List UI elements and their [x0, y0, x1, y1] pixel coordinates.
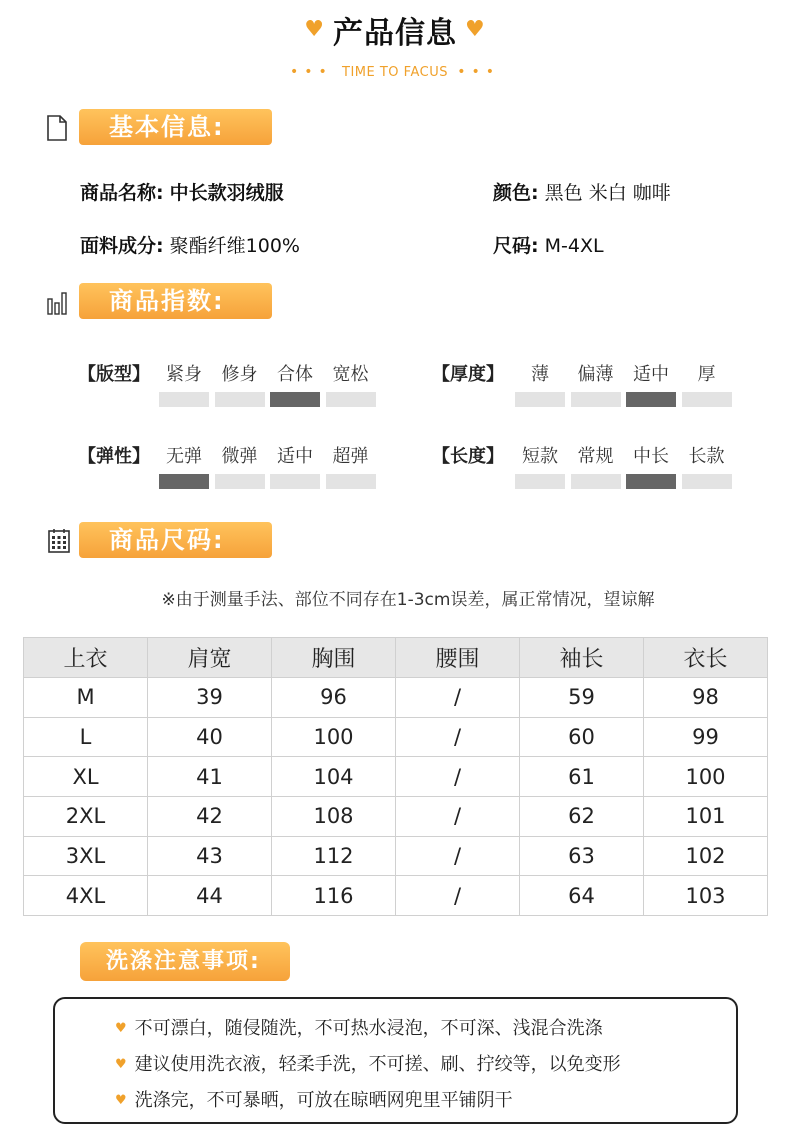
table-row	[24, 678, 768, 718]
table-cell: 62	[520, 797, 644, 837]
index-group-label: 【长度】	[432, 446, 504, 467]
table-cell: 104	[272, 757, 396, 797]
care-item-text: 洗涤完，不可暴晒，可放在晾晒网兜里平铺阴干	[134, 1090, 513, 1111]
table-row	[24, 797, 768, 837]
measurement-note: ※由于测量手法、部位不同存在1-3cm误差，属正常情况，望谅解	[161, 590, 655, 610]
index-option-label: 修身	[221, 364, 258, 385]
care-item	[115, 1014, 603, 1040]
heart-icon: ♥	[115, 1021, 127, 1036]
index-option-label: 无弹	[166, 446, 202, 467]
size-range-value: M-4XL	[544, 235, 604, 257]
color-row	[493, 178, 671, 205]
page-subtitle-row	[0, 64, 790, 80]
size-range-key: 尺码:	[493, 235, 539, 257]
index-bar	[326, 392, 376, 407]
index-bar-selected	[626, 474, 676, 489]
table-cell: 96	[272, 678, 396, 718]
index-option-label: 中长	[633, 446, 669, 467]
care-item-text: 建议使用洗衣液，轻柔手洗，不可搓、刷、拧绞等，以免变形	[134, 1054, 621, 1075]
index-group-label: 【版型】	[78, 364, 150, 385]
page-header	[0, 8, 790, 52]
index-bar	[571, 474, 621, 489]
page-title: 产品信息	[333, 16, 457, 51]
care-item-text: 不可漂白，随侵随洗，不可热水浸泡，不可深、浅混合洗涤	[134, 1018, 603, 1039]
index-group-label: 【厚度】	[432, 364, 504, 385]
page-subtitle: TIME TO FACUS	[342, 65, 448, 80]
table-cell: /	[396, 678, 520, 718]
product-name-key: 商品名称:	[80, 182, 164, 204]
index-bar	[215, 474, 265, 489]
section-care-title: 洗涤注意事项:	[80, 942, 290, 981]
table-cell: /	[396, 797, 520, 837]
table-cell: 103	[644, 876, 768, 916]
section-index-title: 商品指数:	[79, 283, 272, 319]
page-title-row	[304, 8, 485, 52]
size-range-row	[493, 231, 604, 258]
fabric-key: 面料成分:	[80, 235, 164, 257]
care-item	[115, 1050, 621, 1076]
table-cell: /	[396, 757, 520, 797]
index-bar	[159, 392, 209, 407]
color-key: 颜色:	[493, 182, 539, 204]
index-option-label: 常规	[577, 446, 614, 467]
table-cell: /	[396, 876, 520, 916]
table-cell: 100	[644, 757, 768, 797]
table-cell: 102	[644, 836, 768, 876]
table-cell: 42	[148, 797, 272, 837]
index-bar	[682, 392, 732, 407]
care-item	[115, 1086, 513, 1112]
table-cell: 2XL	[24, 797, 148, 837]
table-cell: 100	[272, 717, 396, 757]
table-row	[24, 836, 768, 876]
index-bar	[682, 474, 732, 489]
index-option-label: 微弹	[221, 446, 258, 467]
table-cell: 4XL	[24, 876, 148, 916]
index-bar	[326, 474, 376, 489]
table-cell: 101	[644, 797, 768, 837]
heart-icon: ♥	[304, 17, 325, 42]
fabric-row	[80, 231, 300, 258]
header-cell: 胸围	[272, 638, 396, 678]
table-cell: 60	[520, 717, 644, 757]
table-cell: 59	[520, 678, 644, 718]
table-cell: 98	[644, 678, 768, 718]
table-cell: 108	[272, 797, 396, 837]
index-option-label: 厚	[697, 364, 716, 385]
table-cell: 41	[148, 757, 272, 797]
heart-icon: ♥	[115, 1057, 127, 1072]
product-name-value: 中长款羽绒服	[169, 182, 284, 204]
table-cell: 99	[644, 717, 768, 757]
table-cell: 3XL	[24, 836, 148, 876]
index-option-label: 超弹	[332, 446, 369, 467]
table-cell: 116	[272, 876, 396, 916]
table-cell: XL	[24, 757, 148, 797]
index-bar	[571, 392, 621, 407]
size-table-header	[24, 638, 768, 678]
index-bar-selected	[270, 392, 320, 407]
table-row	[24, 757, 768, 797]
index-bar-selected	[159, 474, 209, 489]
index-option-label: 短款	[522, 446, 558, 467]
table-row	[24, 876, 768, 916]
heart-icon: ♥	[465, 17, 486, 42]
table-cell: M	[24, 678, 148, 718]
index-option-label: 薄	[531, 364, 549, 385]
index-bar	[215, 392, 265, 407]
bar-chart-icon	[46, 289, 72, 317]
product-name-row	[80, 178, 284, 205]
index-bar	[515, 392, 565, 407]
grid-calendar-icon	[46, 527, 72, 555]
section-basic-title: 基本信息:	[79, 109, 272, 145]
index-option-label: 合体	[277, 364, 313, 385]
header-cell: 腰围	[396, 638, 520, 678]
fabric-value: 聚酯纤维100%	[169, 235, 300, 257]
table-cell: 43	[148, 836, 272, 876]
table-cell: 39	[148, 678, 272, 718]
index-option-label: 宽松	[332, 364, 369, 385]
table-cell: 63	[520, 836, 644, 876]
index-option-label: 适中	[277, 446, 313, 467]
table-cell: /	[396, 717, 520, 757]
size-table	[23, 637, 768, 916]
table-cell: 64	[520, 876, 644, 916]
dots-decoration: •••	[457, 64, 501, 80]
index-option-label: 偏薄	[577, 364, 614, 385]
index-bar	[515, 474, 565, 489]
header-cell: 肩宽	[148, 638, 272, 678]
document-icon	[44, 114, 70, 142]
index-bar-selected	[626, 392, 676, 407]
color-value: 黑色 米白 咖啡	[544, 182, 671, 204]
header-cell: 上衣	[24, 638, 148, 678]
dots-decoration: •••	[289, 64, 333, 80]
table-cell: 44	[148, 876, 272, 916]
index-option-label: 紧身	[166, 364, 202, 385]
table-cell: L	[24, 717, 148, 757]
heart-icon: ♥	[115, 1093, 127, 1108]
table-cell: /	[396, 836, 520, 876]
index-bar	[270, 474, 320, 489]
index-option-label: 长款	[688, 446, 725, 467]
header-cell: 袖长	[520, 638, 644, 678]
section-sizes-title: 商品尺码:	[79, 522, 272, 558]
index-option-label: 适中	[633, 364, 669, 385]
index-group-label: 【弹性】	[78, 446, 150, 467]
table-cell: 112	[272, 836, 396, 876]
table-cell: 40	[148, 717, 272, 757]
table-row	[24, 717, 768, 757]
header-cell: 衣长	[644, 638, 768, 678]
table-cell: 61	[520, 757, 644, 797]
